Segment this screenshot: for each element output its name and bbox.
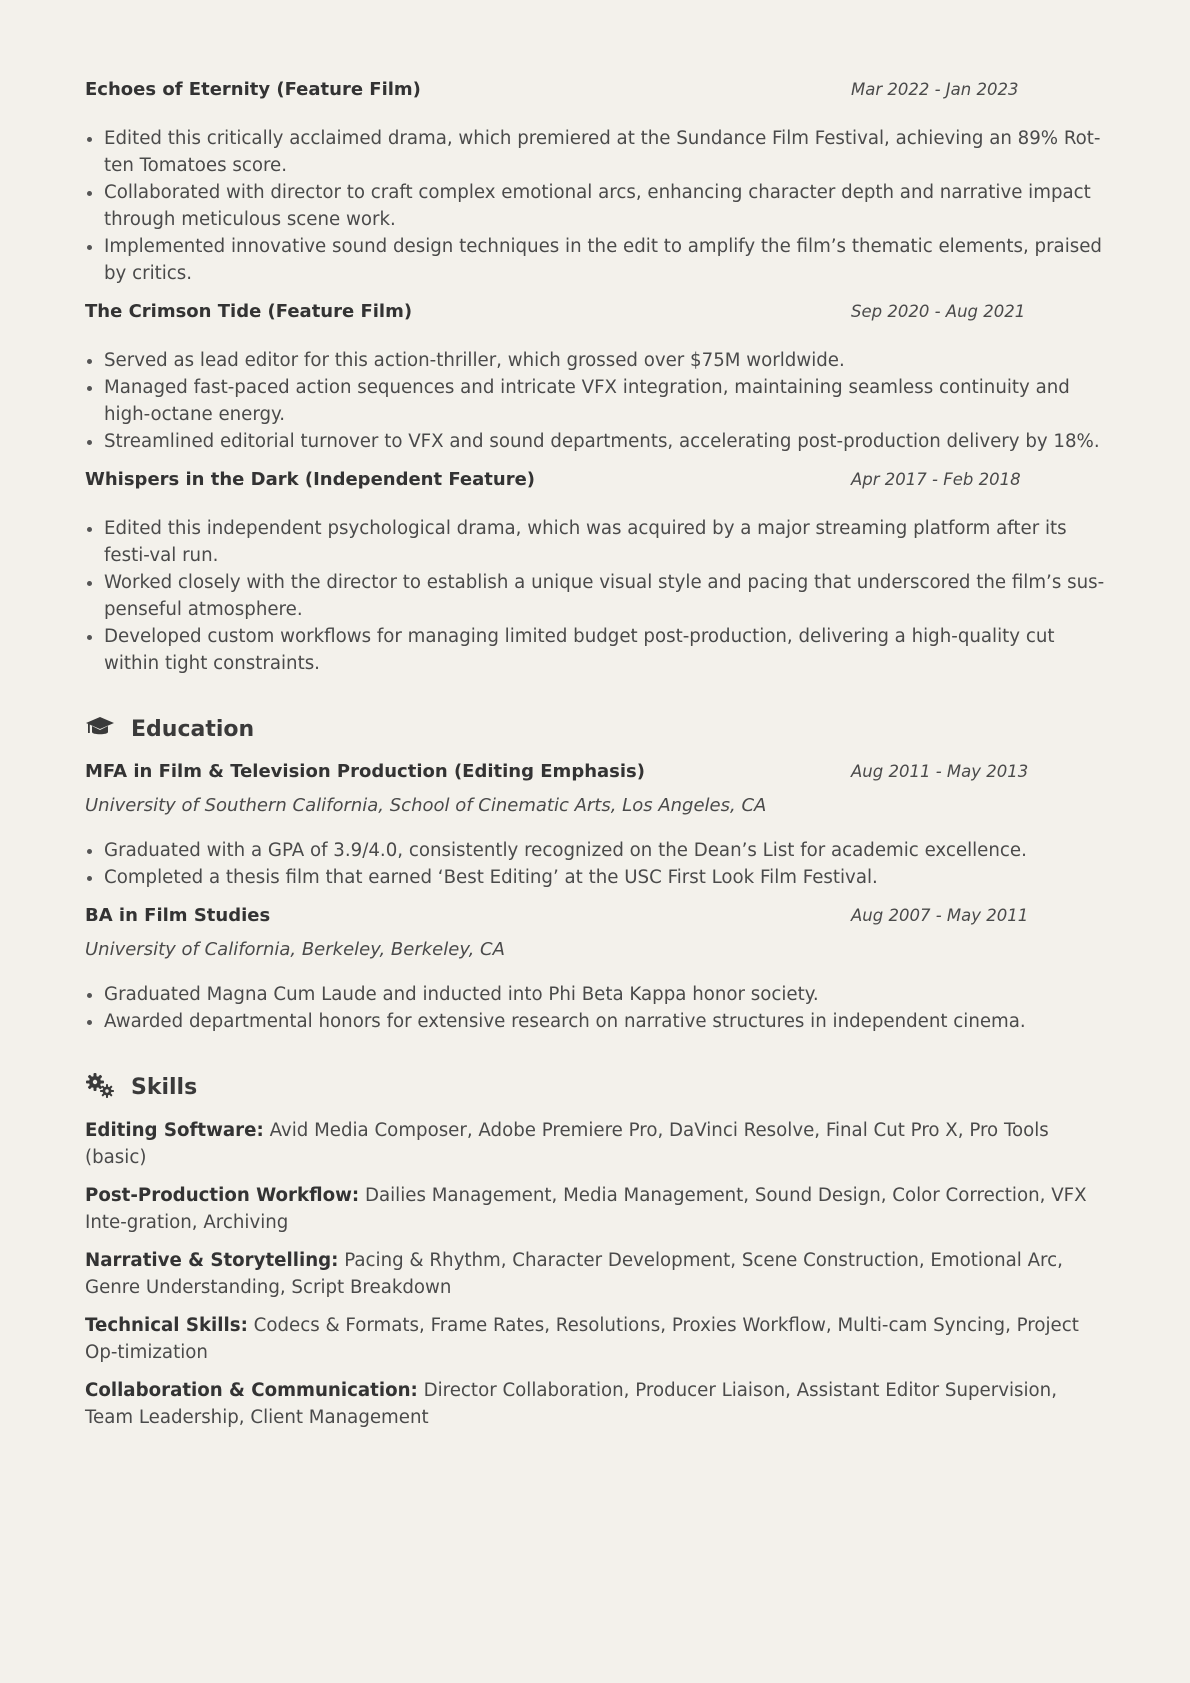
bullet-list: [85, 837, 1105, 891]
bullet-item: Completed a thesis film that earned ‘Best Editing’ at the USC First Look Film Festival.: [85, 864, 1105, 891]
skill-label: Post-Production Workflow:: [85, 1185, 360, 1206]
skill-label: Editing Software:: [85, 1120, 264, 1141]
skill-line: [85, 1247, 1105, 1301]
graduation-cap-icon: [85, 715, 117, 743]
skill-value: Avid Media Composer, Adobe Premiere Pro, DaVinci Resolve, Final Cut Pro X, Pro Tools (basic): [85, 1120, 1049, 1168]
school-name: University of Southern California, School of Cinematic Arts, Los Angeles, CA: [85, 795, 767, 816]
bullet-item: Worked closely with the director to establish a unique visual style and pacing that underscored the film’s sus-penseful atmosphere.: [85, 569, 1105, 623]
bullet-item: Graduated Magna Cum Laude and inducted into Phi Beta Kappa honor society.: [85, 981, 1105, 1008]
education-entry: [85, 905, 1105, 1035]
bullet-item: Implemented innovative sound design techniques in the edit to amplify the film’s thematic elements, praised by critics.: [85, 233, 1105, 287]
section-title: Education: [131, 716, 255, 742]
skill-value: Codecs & Formats, Frame Rates, Resolutions, Proxies Workflow, Multi-cam Syncing, Project Op-timization: [85, 1315, 1079, 1363]
entry-date: Aug 2011 - May 2013: [851, 762, 1029, 781]
bullet-list: [85, 347, 1105, 455]
entry-header: [85, 79, 1105, 107]
gears-icon: [85, 1073, 117, 1101]
degree-title: MFA in Film & Television Production (Editing Emphasis): [85, 761, 645, 782]
skill-line: [85, 1377, 1105, 1431]
entry-title: Whispers in the Dark (Independent Feature): [85, 469, 536, 490]
bullet-list: [85, 515, 1105, 677]
skill-line: [85, 1312, 1105, 1366]
bullet-item: Served as lead editor for this action-thriller, which grossed over $75M worldwide.: [85, 347, 1105, 374]
degree-title: BA in Film Studies: [85, 905, 271, 926]
entry-date: Apr 2017 - Feb 2018: [851, 470, 1021, 489]
skill-label: Technical Skills:: [85, 1315, 248, 1336]
entry-date: Sep 2020 - Aug 2021: [851, 302, 1026, 321]
section-title: Skills: [131, 1074, 198, 1100]
entry-date: Mar 2022 - Jan 2023: [851, 80, 1019, 99]
entry-date: Aug 2007 - May 2011: [851, 906, 1029, 925]
school-name: University of California, Berkeley, Berkeley, CA: [85, 939, 505, 960]
bullet-list: [85, 981, 1105, 1035]
entry-header: [85, 905, 1105, 933]
skill-line: [85, 1182, 1105, 1236]
section-header: [85, 713, 1105, 745]
education-section: [85, 713, 1105, 1035]
experience-entry: [85, 469, 1105, 677]
experience-entry: [85, 301, 1105, 455]
skill-label: Collaboration & Communication:: [85, 1380, 418, 1401]
bullet-item: Graduated with a GPA of 3.9/4.0, consistently recognized on the Dean’s List for academic excellence.: [85, 837, 1105, 864]
skill-value: Dailies Management, Media Management, Sound Design, Color Correction, VFX Inte-gration, Archiving: [85, 1185, 1087, 1233]
skill-value: Pacing & Rhythm, Character Development, Scene Construction, Emotional Arc, Genre Understanding, Script Breakdown: [85, 1250, 1063, 1298]
bullet-item: Streamlined editorial turnover to VFX and sound departments, accelerating post-production delivery by 18%.: [85, 428, 1105, 455]
bullet-item: Developed custom workflows for managing limited budget post-production, delivering a high-quality cut within tight constraints.: [85, 623, 1105, 677]
skill-value: Director Collaboration, Producer Liaison, Assistant Editor Supervision, Team Leadership, Client Management: [85, 1380, 1057, 1428]
experience-entry: [85, 79, 1105, 287]
bullet-list: [85, 125, 1105, 287]
entry-title: The Crimson Tide (Feature Film): [85, 301, 413, 322]
entry-header: [85, 469, 1105, 497]
skill-label: Narrative & Storytelling:: [85, 1250, 339, 1271]
bullet-item: Collaborated with director to craft complex emotional arcs, enhancing character depth and narrative impact through meticulous scene work.: [85, 179, 1105, 233]
section-header: [85, 1071, 1105, 1103]
skill-line: [85, 1117, 1105, 1171]
entry-title: Echoes of Eternity (Feature Film): [85, 79, 421, 100]
entry-header: [85, 301, 1105, 329]
bullet-item: Managed fast-paced action sequences and intricate VFX integration, maintaining seamless continuity and high-octane energy.: [85, 374, 1105, 428]
skills-section: [85, 1071, 1105, 1431]
entry-header: [85, 761, 1105, 789]
bullet-item: Awarded departmental honors for extensive research on narrative structures in independent cinema.: [85, 1008, 1105, 1035]
bullet-item: Edited this independent psychological drama, which was acquired by a major streaming platform after its festi-val run.: [85, 515, 1105, 569]
education-entry: [85, 761, 1105, 891]
bullet-item: Edited this critically acclaimed drama, which premiered at the Sundance Film Festival, achieving an 89% Rot-ten Tomatoes score.: [85, 125, 1105, 179]
